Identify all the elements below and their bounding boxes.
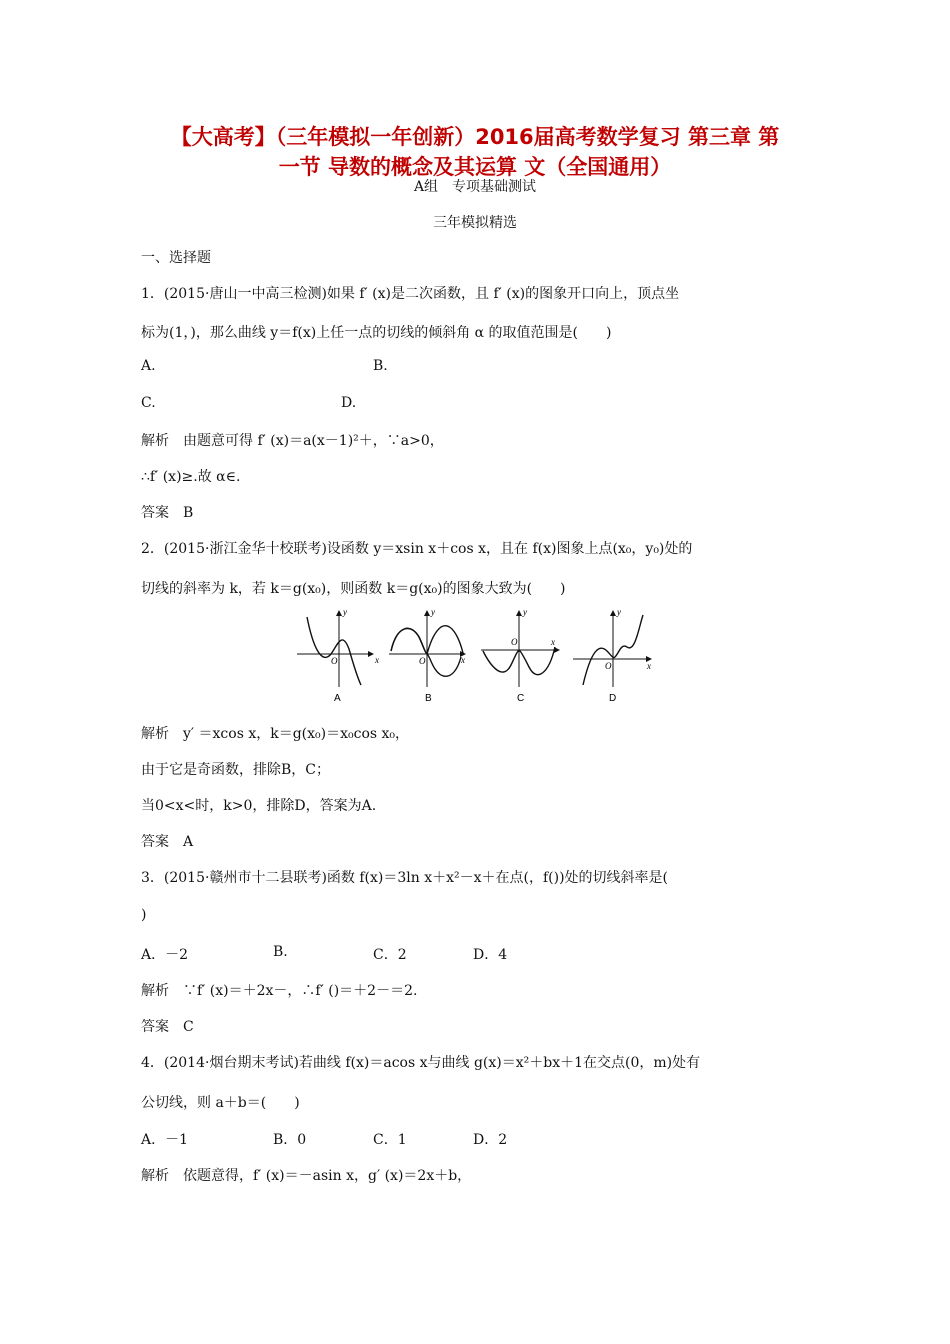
- document-title: [120, 122, 830, 182]
- q2-graph-a-y-label: y: [343, 607, 347, 617]
- q2-analysis-line-1: 解析 y′ ＝xcos x，k＝g(x₀)＝x₀cos x₀，: [141, 726, 410, 742]
- q1-answer: 答案 B: [141, 505, 194, 521]
- q2-graph-c-label: C: [517, 693, 525, 704]
- q3-answer: 答案 C: [141, 1019, 194, 1035]
- q2-graph-b-label: B: [425, 693, 432, 704]
- q4-option-a: A．－1: [141, 1132, 189, 1148]
- q1-option-d: D.: [341, 395, 357, 411]
- q2-analysis-line-2: 由于它是奇函数，排除B，C；: [141, 762, 330, 778]
- q4-text-line-2: 公切线，则 a＋b＝( ): [141, 1095, 300, 1111]
- q2-graph-d-label: D: [609, 693, 617, 704]
- q1-option-c: C.: [141, 395, 156, 411]
- q3-option-b: B.: [273, 944, 288, 960]
- q2-graph-a-x-label: x: [375, 655, 379, 665]
- q3-option-c: C．2: [373, 947, 407, 963]
- q1-analysis-line-1: 解析 由题意可得 f′ (x)＝a(x－1)²＋，∵a>0，: [141, 433, 444, 449]
- q2-graph-c-x-label: x: [551, 637, 555, 647]
- q2-graph-b-y-label: y: [431, 607, 435, 617]
- q2-graph-d-origin: O: [605, 661, 612, 671]
- q2-graph-options-svg: [293, 607, 663, 707]
- q2-graph-a: [297, 607, 379, 704]
- q2-graph-d-y-label: y: [617, 607, 621, 617]
- q2-graph-b-origin: O: [419, 656, 426, 666]
- section-subtitle: 三年模拟精选: [433, 215, 517, 231]
- q1-text-line-2: 标为(1，)，那么曲线 y＝f(x)上任一点的切线的倾斜角 α 的取值范围是( ): [141, 325, 612, 341]
- q3-option-a: A．－2: [141, 947, 189, 963]
- q4-analysis: 解析 依题意得，f′ (x)＝－asin x，g′ (x)＝2x＋b，: [141, 1168, 472, 1184]
- q2-graph-c-origin: O: [511, 637, 518, 647]
- q2-graph-a-origin: O: [331, 656, 338, 666]
- q2-graph-figure: [293, 607, 663, 707]
- title-line-1: 【大高考】（三年模拟一年创新）2016届高考数学复习 第三章 第: [170, 125, 780, 149]
- q4-option-c: C．1: [373, 1132, 407, 1148]
- q2-graph-c-y-label: y: [523, 607, 527, 617]
- q3-text-line-1: 3．(2015·赣州市十二县联考)函数 f(x)＝3ln x＋x²－x＋在点(，f())处的切线斜率是(: [141, 870, 669, 886]
- q4-option-d: D．2: [473, 1132, 508, 1148]
- q1-option-a: A.: [141, 358, 156, 374]
- q2-graph-c: [481, 607, 559, 704]
- q2-graph-d: [573, 607, 651, 704]
- q2-text-line-1: 2．(2015·浙江金华十校联考)设函数 y＝xsin x＋cos x，且在 f(x)图象上点(x₀，y₀)处的: [141, 541, 693, 557]
- section-heading: 一、选择题: [141, 250, 211, 266]
- q2-graph-b-x-label: x: [461, 655, 465, 665]
- q1-text-line-1: 1．(2015·唐山一中高三检测)如果 f′ (x)是二次函数，且 f′ (x)的图象开口向上，顶点坐: [141, 286, 680, 302]
- q3-option-d: D．4: [473, 947, 508, 963]
- q3-analysis: 解析 ∵f′ (x)＝＋2x－，∴f′ ()＝＋2－＝2.: [141, 983, 418, 999]
- q4-text-line-1: 4．(2014·烟台期末考试)若曲线 f(x)＝acos x与曲线 g(x)＝x²＋bx＋1在交点(0，m)处有: [141, 1055, 701, 1071]
- q2-graph-a-label: A: [334, 693, 341, 704]
- q2-graph-d-x-label: x: [647, 661, 651, 671]
- group-heading: A组 专项基础测试: [413, 179, 537, 195]
- q2-graph-b: [389, 607, 465, 704]
- title-line-2: 一节 导数的概念及其运算 文（全国通用）: [278, 155, 672, 179]
- q3-text-line-2: ): [141, 907, 147, 923]
- q2-answer: 答案 A: [141, 834, 194, 850]
- q1-analysis-line-2: ∴f′ (x)≥.故 α∈.: [141, 469, 241, 485]
- q1-option-b: B.: [373, 358, 388, 374]
- q2-analysis-line-3: 当0<x<时，k>0，排除D，答案为A.: [141, 798, 377, 814]
- q2-text-line-2: 切线的斜率为 k，若 k＝g(x₀)，则函数 k＝g(x₀)的图象大致为( ): [141, 581, 566, 597]
- q4-option-b: B．0: [273, 1132, 307, 1148]
